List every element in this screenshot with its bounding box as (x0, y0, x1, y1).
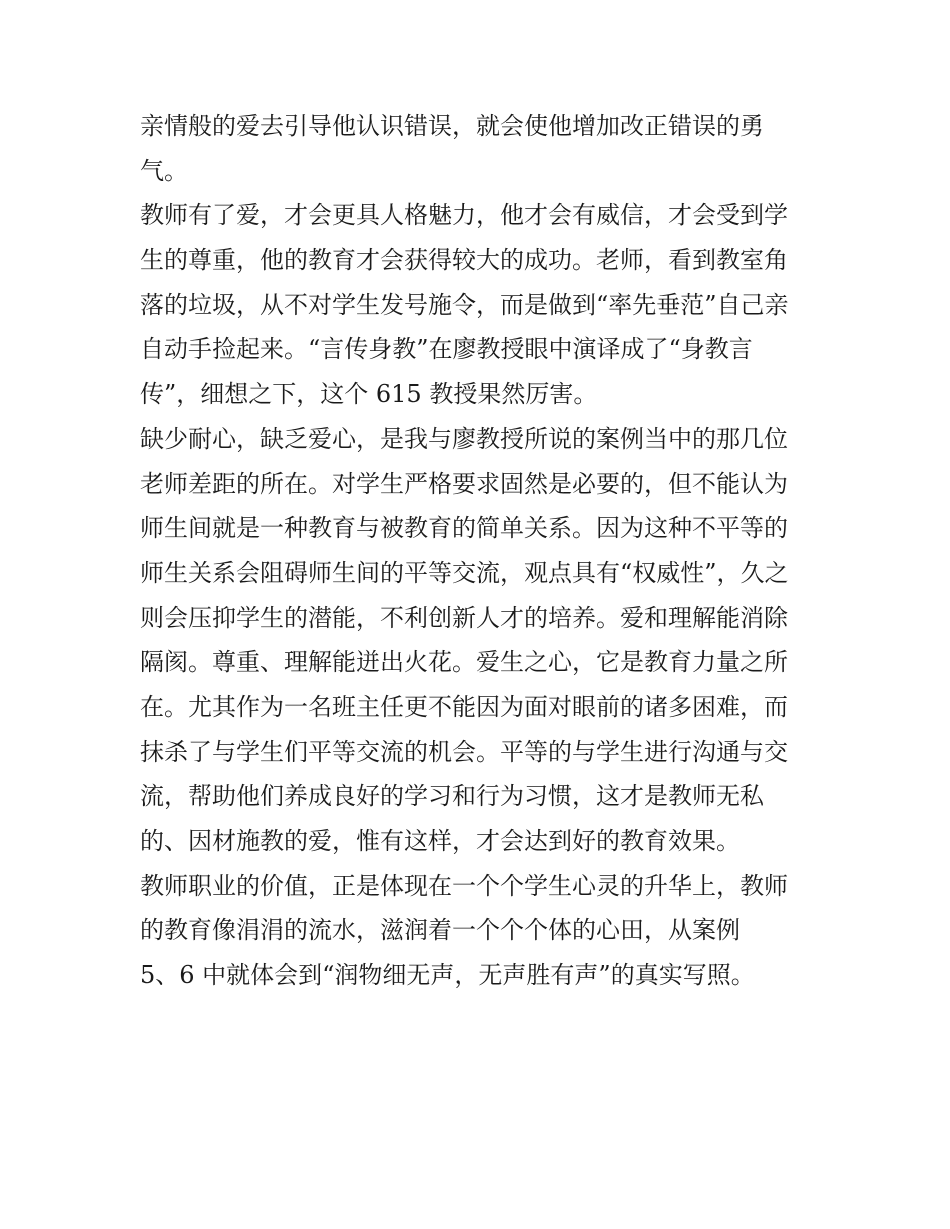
text-line: 隔阂。尊重、理解能迸出火花。爱生之心，它是教育力量之所 (140, 648, 788, 677)
text-line: 生的尊重，他的教育才会获得较大的成功。老师，看到教室角 (140, 246, 788, 275)
body-text (140, 104, 830, 998)
text-line: 教师有了爱，才会更具人格魅力，他才会有威信，才会受到学 (140, 201, 788, 230)
text-line: 自动手捡起来。“言传身教”在廖教授眼中演译成了“身教言 (140, 335, 753, 364)
text-line: 老师差距的所在。对学生严格要求固然是必要的，但不能认为 (140, 469, 788, 498)
text-line: 师生关系会阻碍师生间的平等交流，观点具有“权威性”，久之 (140, 558, 789, 587)
text-line: 教师职业的价值，正是体现在一个个学生心灵的升华上，教师 (140, 871, 788, 900)
text-line: 5、6 中就体会到“润物细无声，无声胜有声”的真实写照。 (140, 961, 755, 990)
text-line: 师生间就是一种教育与被教育的简单关系。因为这种不平等的 (140, 514, 788, 543)
text-line: 亲情般的爱去引导他认识错误，就会使他增加改正错误的勇 (140, 112, 764, 140)
text-line: 抹杀了与学生们平等交流的机会。平等的与学生进行沟通与交 (140, 737, 788, 766)
text-line: 的教育像涓涓的流水，滋润着一个个个体的心田，从案例 (140, 916, 740, 945)
text-line: 则会压抑学生的潜能，不利创新人才的培养。爱和理解能消除 (140, 603, 788, 632)
text-line: 缺少耐心，缺乏爱心，是我与廖教授所说的案例当中的那几位 (140, 424, 788, 453)
text-line: 传”，细想之下，这个 615 教授果然厉害。 (140, 380, 598, 409)
text-line: 在。尤其作为一名班主任更不能因为面对眼前的诸多困难，而 (140, 692, 788, 721)
text-line: 落的垃圾，从不对学生发号施令，而是做到“率先垂范”自己亲 (140, 290, 789, 319)
text-line: 的、因材施教的爱，惟有这样，才会达到好的教育效果。 (140, 827, 740, 855)
text-line: 流，帮助他们养成良好的学习和行为习惯，这才是教师无私 (140, 782, 764, 811)
text-line: 气。 (140, 156, 188, 185)
